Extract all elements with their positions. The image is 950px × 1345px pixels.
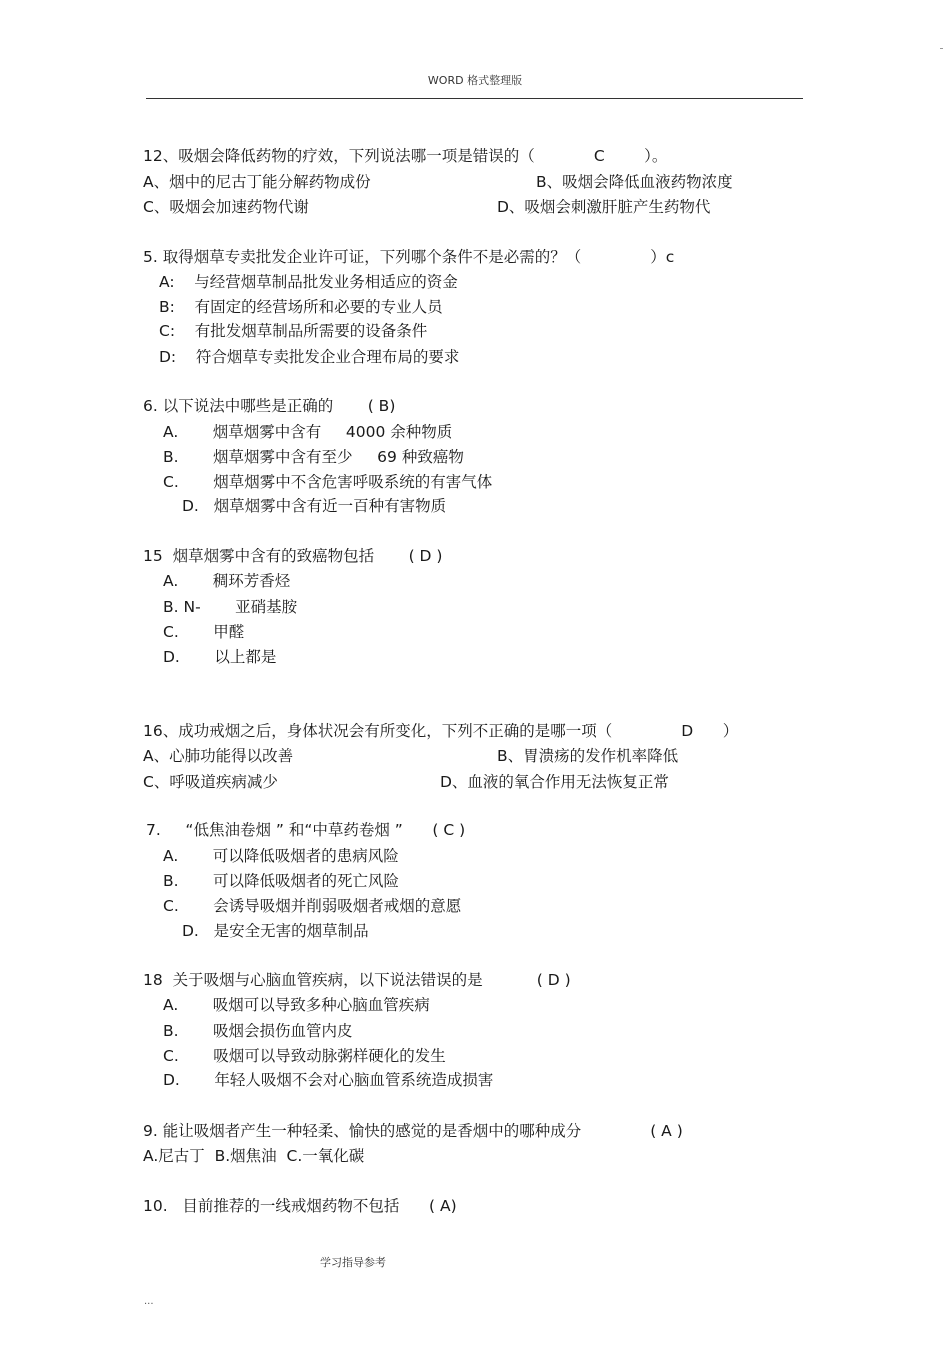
question-16-option-a: A、心肺功能得以改善 (143, 747, 294, 765)
question-15-option-a: A. 稠环芳香烃 (163, 572, 291, 590)
question-12-option-a: A、烟中的尼古丁能分解药物成份 (143, 173, 371, 191)
page-footer: 学习指导参考 (320, 1256, 386, 1269)
question-6-option-d: D. 烟草烟雾中含有近一百种有害物质 (182, 497, 447, 515)
question-9-options: A.尼古丁 B.烟焦油 C.一氧化碳 (143, 1147, 365, 1165)
question-12-option-b: B、吸烟会降低血液药物浓度 (536, 173, 733, 191)
question-16-stem: 16、成功戒烟之后，身体状况会有所变化，下列不正确的是哪一项（ D ） (143, 722, 739, 740)
question-7-stem: 7. “低焦油卷烟 ” 和“中草药卷烟 ” ( C ) (146, 821, 466, 839)
footer-marker: ... (144, 1296, 154, 1307)
question-7-option-c: C. 会诱导吸烟并削弱吸烟者戒烟的意愿 (163, 897, 462, 915)
question-16-option-c: C、呼吸道疾病减少 (143, 773, 278, 791)
question-6-option-a: A. 烟草烟雾中含有 4000 余种物质 (163, 423, 453, 441)
question-18-option-c: C. 吸烟可以导致动脉粥样硬化的发生 (163, 1047, 446, 1065)
question-15-option-d: D. 以上都是 (163, 648, 277, 666)
question-7-option-a: A. 可以降低吸烟者的患病风险 (163, 847, 399, 865)
question-12-option-d: D、吸烟会刺激肝脏产生药物代 (497, 198, 711, 216)
question-7-option-b: B. 可以降低吸烟者的死亡风险 (163, 872, 400, 890)
question-9-stem: 9. 能让吸烟者产生一种轻柔、愉快的感觉的是香烟中的哪种成分 ( A ) (143, 1122, 683, 1140)
question-16-option-d: D、血液的氧合作用无法恢复正常 (440, 773, 669, 791)
question-5-option-c: C: 有批发烟草制品所需要的设备条件 (159, 322, 428, 340)
page-edge-mark (940, 48, 943, 49)
question-5-option-d: D: 符合烟草专卖批发企业合理布局的要求 (159, 348, 460, 366)
question-18-option-b: B. 吸烟会损伤血管内皮 (163, 1022, 353, 1040)
question-12-option-c: C、吸烟会加速药物代谢 (143, 198, 309, 216)
question-15-stem: 15 烟草烟雾中含有的致癌物包括 ( D ) (143, 547, 443, 565)
question-16-option-b: B、胃溃疡的发作机率降低 (497, 747, 679, 765)
header-rule (146, 98, 803, 99)
question-15-option-b: B. N- 亚硝基胺 (163, 598, 298, 616)
question-18-option-a: A. 吸烟可以导致多种心脑血管疾病 (163, 996, 430, 1014)
question-5-option-a: A: 与经营烟草制品批发业务相适应的资金 (159, 273, 458, 291)
question-6-stem: 6. 以下说法中哪些是正确的 ( B) (143, 397, 396, 415)
question-6-option-b: B. 烟草烟雾中含有至少 69 种致癌物 (163, 448, 464, 466)
question-7-option-d: D. 是安全无害的烟草制品 (182, 922, 369, 940)
question-18-stem: 18 关于吸烟与心脑血管疾病，以下说法错误的是 ( D ) (143, 971, 571, 989)
question-18-option-d: D. 年轻人吸烟不会对心脑血管系统造成损害 (163, 1071, 494, 1089)
question-15-option-c: C. 甲醛 (163, 623, 245, 641)
question-10-stem: 10. 目前推荐的一线戒烟药物不包括 ( A) (143, 1197, 457, 1215)
question-12-stem: 12、吸烟会降低药物的疗效，下列说法哪一项是错误的（ C ）。 (143, 147, 668, 165)
page-header: WORD 格式整理版 (427, 74, 523, 87)
question-5-stem: 5. 取得烟草专卖批发企业许可证，下列哪个条件不是必需的？（ ）c (143, 248, 675, 266)
question-5-option-b: B: 有固定的经营场所和必要的专业人员 (159, 298, 443, 316)
question-6-option-c: C. 烟草烟雾中不含危害呼吸系统的有害气体 (163, 473, 493, 491)
